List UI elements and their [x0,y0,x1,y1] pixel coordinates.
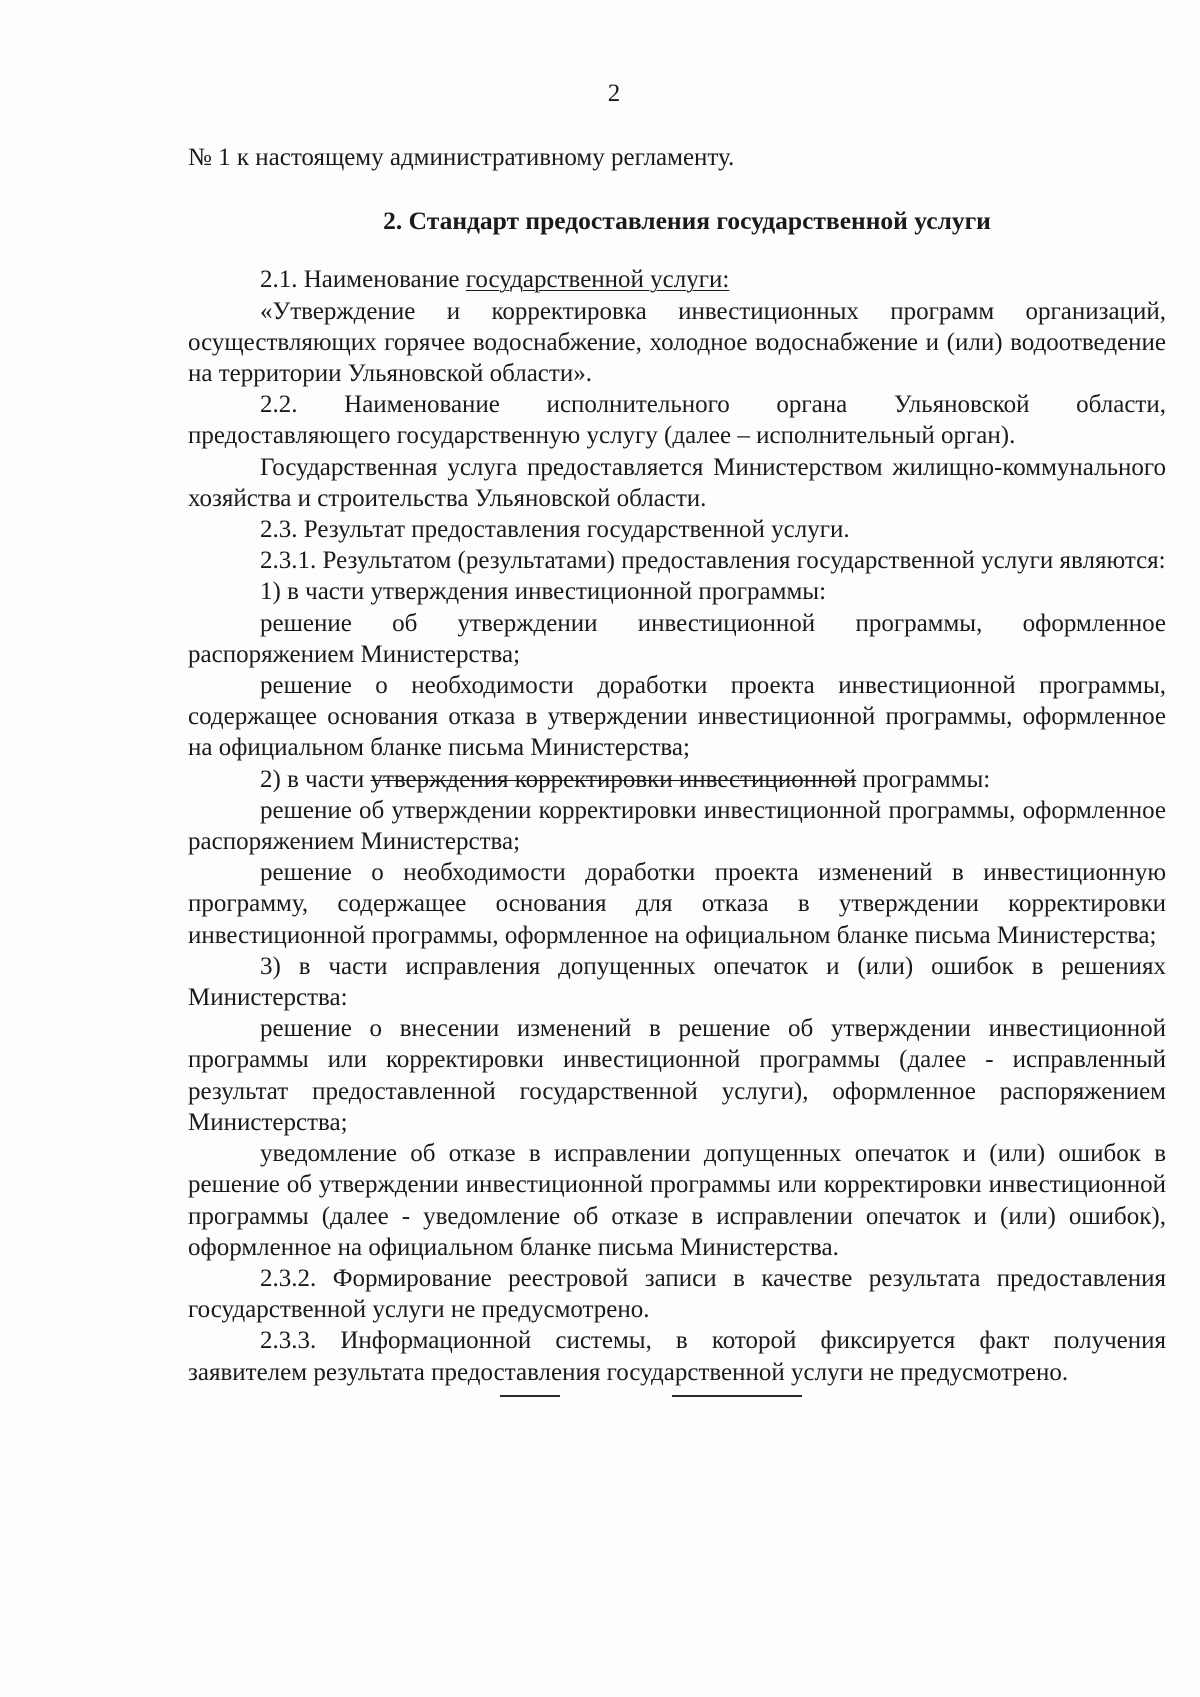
list-item-1: 1) в части утверждения инвестиционной программы: [260,578,827,606]
paragraph-2-3: 2.3. Результат предоставления государственной услуги. [260,516,850,544]
list-item-3: 3) в части исправления допущенных опечаток и (или) ошибок в решениях Министерства: [188,952,1166,1012]
paragraph-2-2: 2.2. Наименование исполнительного органа Ульяновской области, предоставляющего государственную услугу (далее – исполнительный орган). [188,391,1166,450]
list-item-3-b: уведомление об отказе в исправлении допущенных опечаток и (или) ошибок в решение об утверждении инвестиционной программы или корректировки инвестиционной программы (далее - уведомление об отказе в исправлении опечаток и (или) ошибок), оформленное на официальном бланке письма Министерства. [188,1140,1166,1261]
paragraph-2-3-3: 2.3.3. Информационной системы, в которой фиксируется факт получения заявителем результата предоставления государственной услуги не предусмотрено. [188,1327,1166,1386]
paragraph-2-2-text: Государственная услуга предоставляется Министерством жилищно-коммунального хозяйства и строительства Ульяновской области. [188,453,1166,512]
intro-line: № 1 к настоящему административному регламенту. [188,144,735,171]
list-item-2-prefix: 2) в части [260,765,371,793]
section-title: 2. Стандарт предоставления государственной услуги [383,206,991,236]
scan-dash-right [672,1395,802,1397]
list-item-2-b: решение о необходимости доработки проекта изменений в инвестиционную программу, содержащее основания для отказа в утверждении корректировки инвестиционной программы, оформленное на официальном бланке письма Министерства; [188,859,1166,949]
list-item-2-struck: утверждения корректировки инвестиционной [370,765,857,793]
list-item-2 [188,764,1166,795]
paragraph-2-1-prefix: 2.1. Наименование [260,266,466,294]
page-number: 2 [607,80,621,107]
paragraph-2-3-2: 2.3.2. Формирование реестровой записи в качестве результата предоставления государственной услуги не предусмотрено. [188,1264,1166,1324]
list-item-1-b: решение о необходимости доработки проекта инвестиционной программы, содержащее основания отказа в утверждении инвестиционной программы, оформленное на официальном бланке письма Министерства; [188,672,1166,762]
scan-dash-left [500,1395,560,1397]
paragraph-2-1 [188,264,1166,295]
list-item-2-suffix: программы: [856,765,991,793]
paragraph-2-3-1: 2.3.1. Результатом (результатами) предоставления государственной услуги являются: [260,547,1166,575]
list-item-1-a: решение об утверждении инвестиционной программы, оформленное распоряжением Министерства; [188,609,1166,668]
list-item-3-a: решение о внесении изменений в решение об утверждении инвестиционной программы или корректировки инвестиционной программы (далее - исправленный результат предоставленной государственной услуги), оформленное распоряжением Министерства; [188,1015,1166,1136]
list-item-2-a: решение об утверждении корректировки инвестиционной программы, оформленное распоряжением Министерства; [188,796,1166,856]
service-name: «Утверждение и корректировка инвестиционных программ организаций, осуществляющих горячее водоснабжение, холодное водоснабжение и (или) водоотведение на территории Ульяновской области». [188,297,1166,388]
paragraph-2-1-underlined: государственной услуги: [465,266,730,294]
document-body [188,142,1166,1388]
